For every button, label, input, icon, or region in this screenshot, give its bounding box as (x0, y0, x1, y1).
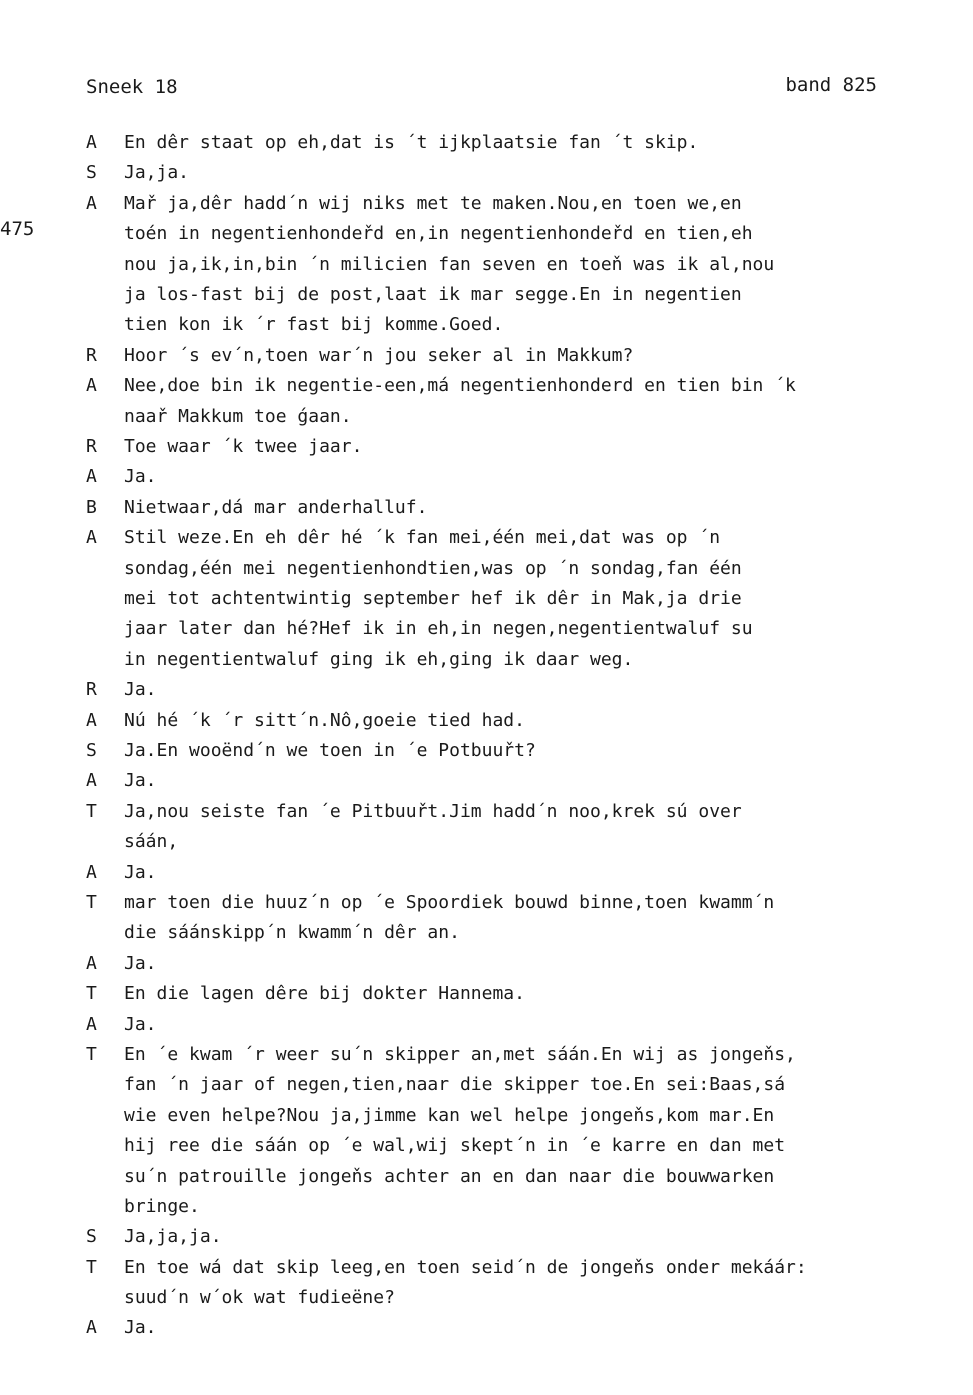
utterance-line: suud´n w´ok wat fudieëne? (124, 1287, 395, 1309)
utterance (124, 1010, 926, 1040)
utterance-line: Ja,ja,ja. (124, 1226, 222, 1248)
transcript-turn (86, 341, 926, 371)
utterance-line: naař Makkum toe ǵaan. (124, 405, 352, 427)
utterance-line: hij ree die sáán op ´e wal,wij skept´n in ´e karre en dan met (124, 1135, 786, 1157)
speaker-label: A (86, 192, 97, 214)
utterance-line: ja los-fast bij de post,laat ik mar segge.En in negentien (124, 283, 742, 305)
utterance-line: toén in negentienhondeřd en,in negentienhondeřd en tien,eh (124, 223, 753, 245)
utterance (124, 158, 926, 188)
utterance (124, 341, 926, 371)
speaker-label: T (86, 983, 97, 1005)
speaker-label: A (86, 527, 97, 549)
utterance (124, 371, 926, 432)
utterance-line: Nee,doe bin ik negentie-een,má negentienhonderd en tien bin ´k (124, 375, 796, 397)
utterance-line: Nú hé ´k ´r sitt´n.Nô,goeie tied had. (124, 709, 525, 731)
utterance-line: mei tot achtentwintig september hef ik dêr in Mak,ja drie (124, 587, 742, 609)
transcript-turn (86, 766, 926, 796)
utterance-line: su´n patrouille jongeňs achter an en dan naar die bouwwarken (124, 1165, 775, 1187)
speaker-label: T (86, 800, 97, 822)
header-location: Sneek 18 (86, 76, 178, 98)
transcript-turn (86, 1313, 926, 1343)
transcript-turn (86, 158, 926, 188)
speaker-label: A (86, 466, 97, 488)
speaker-label: A (86, 770, 97, 792)
transcript-turn (86, 675, 926, 705)
utterance-line: jaar later dan hé?Hef ik in eh,in negen,negentientwaluf su (124, 618, 753, 640)
utterance (124, 1253, 926, 1314)
utterance (124, 128, 926, 158)
utterance-line: Nietwaar,dá mar anderhalluf. (124, 496, 428, 518)
utterance (124, 1040, 926, 1222)
speaker-label: S (86, 162, 97, 184)
transcript-turn (86, 1040, 926, 1222)
utterance-line: Ja. (124, 1317, 157, 1339)
utterance-line: Ja. (124, 770, 157, 792)
transcript-turn (86, 736, 926, 766)
utterance (124, 462, 926, 492)
speaker-label: S (86, 1226, 97, 1248)
utterance-line: wie even helpe?Nou ja,jimme kan wel helpe jongeňs,kom mar.En (124, 1104, 775, 1126)
transcript-turn (86, 371, 926, 432)
speaker-label: A (86, 1317, 97, 1339)
utterance-line: Ja,nou seiste fan ´e Pitbuuřt.Jim hadd´n noo,krek sú over (124, 800, 742, 822)
utterance-line: Ja,ja. (124, 162, 190, 184)
speaker-label: T (86, 1043, 97, 1065)
utterance-line: bringe. (124, 1195, 200, 1217)
transcript-turn (86, 1010, 926, 1040)
speaker-label: R (86, 344, 97, 366)
utterance-line: sondag,één mei negentienhondtien,was op ´n sondag,fan één (124, 557, 742, 579)
utterance-line: tien kon ik ´r fast bij komme.Goed. (124, 314, 504, 336)
transcript-turn (86, 979, 926, 1009)
utterance-line: Ja. (124, 1013, 157, 1035)
utterance-line: En dêr staat op eh,dat is ´t ijkplaatsie fan ´t skip. (124, 132, 699, 153)
utterance (124, 797, 926, 858)
transcript-turn (86, 523, 926, 675)
transcript-turn (86, 706, 926, 736)
speaker-label: S (86, 739, 97, 761)
transcript-turn (86, 128, 926, 158)
speaker-label: R (86, 435, 97, 457)
utterance-line: in negentientwaluf ging ik eh,ging ik daar weg. (124, 648, 634, 670)
utterance-line: Mař ja,dêr hadd´n wij niks met te maken.Nou,en toen we,en (124, 192, 742, 214)
utterance-line: Ja. (124, 952, 157, 974)
utterance-line: mar toen die huuz´n op ´e Spoordiek bouwd binne,toen kwamm´n (124, 891, 775, 913)
speaker-label: A (86, 1013, 97, 1035)
utterance-line: Ja. (124, 466, 157, 488)
transcript-turn (86, 858, 926, 888)
utterance-line: En die lagen dêre bij dokter Hannema. (124, 983, 525, 1005)
transcript-turn (86, 493, 926, 523)
utterance (124, 1222, 926, 1252)
utterance-line: Ja.En wooënd´n we toen in ´e Potbuuřt? (124, 739, 536, 761)
utterance-line: die sáánskipp´n kwamm´n dêr an. (124, 922, 460, 944)
utterance-line: Ja. (124, 679, 157, 701)
transcript-turn (86, 949, 926, 979)
utterance (124, 736, 926, 766)
transcript-turn (86, 1222, 926, 1252)
utterance (124, 949, 926, 979)
utterance-line: Hoor ´s ev´n,toen war´n jou seker al in Makkum? (124, 344, 634, 366)
utterance-line: fan ´n jaar of negen,tien,naar die skipper toe.En sei:Baas,sá (124, 1074, 786, 1096)
utterance (124, 979, 926, 1009)
utterance-line: nou ja,ik,in,bin ´n milicien fan seven en toeň was ik al,nou (124, 253, 775, 275)
utterance-line: En toe wá dat skip leeg,en toen seid´n de jongeňs onder mekáár: (124, 1256, 807, 1278)
utterance-line: sáán, (124, 831, 179, 853)
speaker-label: B (86, 496, 97, 518)
transcript-turn (86, 888, 926, 949)
utterance (124, 675, 926, 705)
speaker-label: R (86, 679, 97, 701)
utterance (124, 858, 926, 888)
transcript-turn (86, 462, 926, 492)
transcript-turn (86, 189, 926, 341)
utterance (124, 493, 926, 523)
utterance (124, 766, 926, 796)
speaker-label: A (86, 375, 97, 397)
utterance-line: En ´e kwam ´r weer su´n skipper an,met sáán.En wij as jongeňs, (124, 1043, 796, 1065)
utterance (124, 706, 926, 736)
utterance-line: Stil weze.En eh dêr hé ´k fan mei,één mei,dat was op ´n (124, 527, 721, 549)
utterance (124, 888, 926, 949)
utterance (124, 189, 926, 341)
speaker-label: T (86, 891, 97, 913)
utterance (124, 523, 926, 675)
speaker-label: A (86, 132, 97, 153)
utterance (124, 432, 926, 462)
utterance-line: Ja. (124, 861, 157, 883)
header-tape-number: band 825 (785, 74, 877, 96)
utterance-line: Toe waar ´k twee jaar. (124, 435, 363, 457)
transcript-turn (86, 1253, 926, 1314)
utterance (124, 1313, 926, 1343)
transcript-turn (86, 797, 926, 858)
speaker-label: A (86, 709, 97, 731)
transcript (86, 128, 926, 1344)
margin-line-number: 475 (0, 218, 35, 240)
speaker-label: A (86, 952, 97, 974)
transcript-turn (86, 432, 926, 462)
speaker-label: T (86, 1256, 97, 1278)
speaker-label: A (86, 861, 97, 883)
